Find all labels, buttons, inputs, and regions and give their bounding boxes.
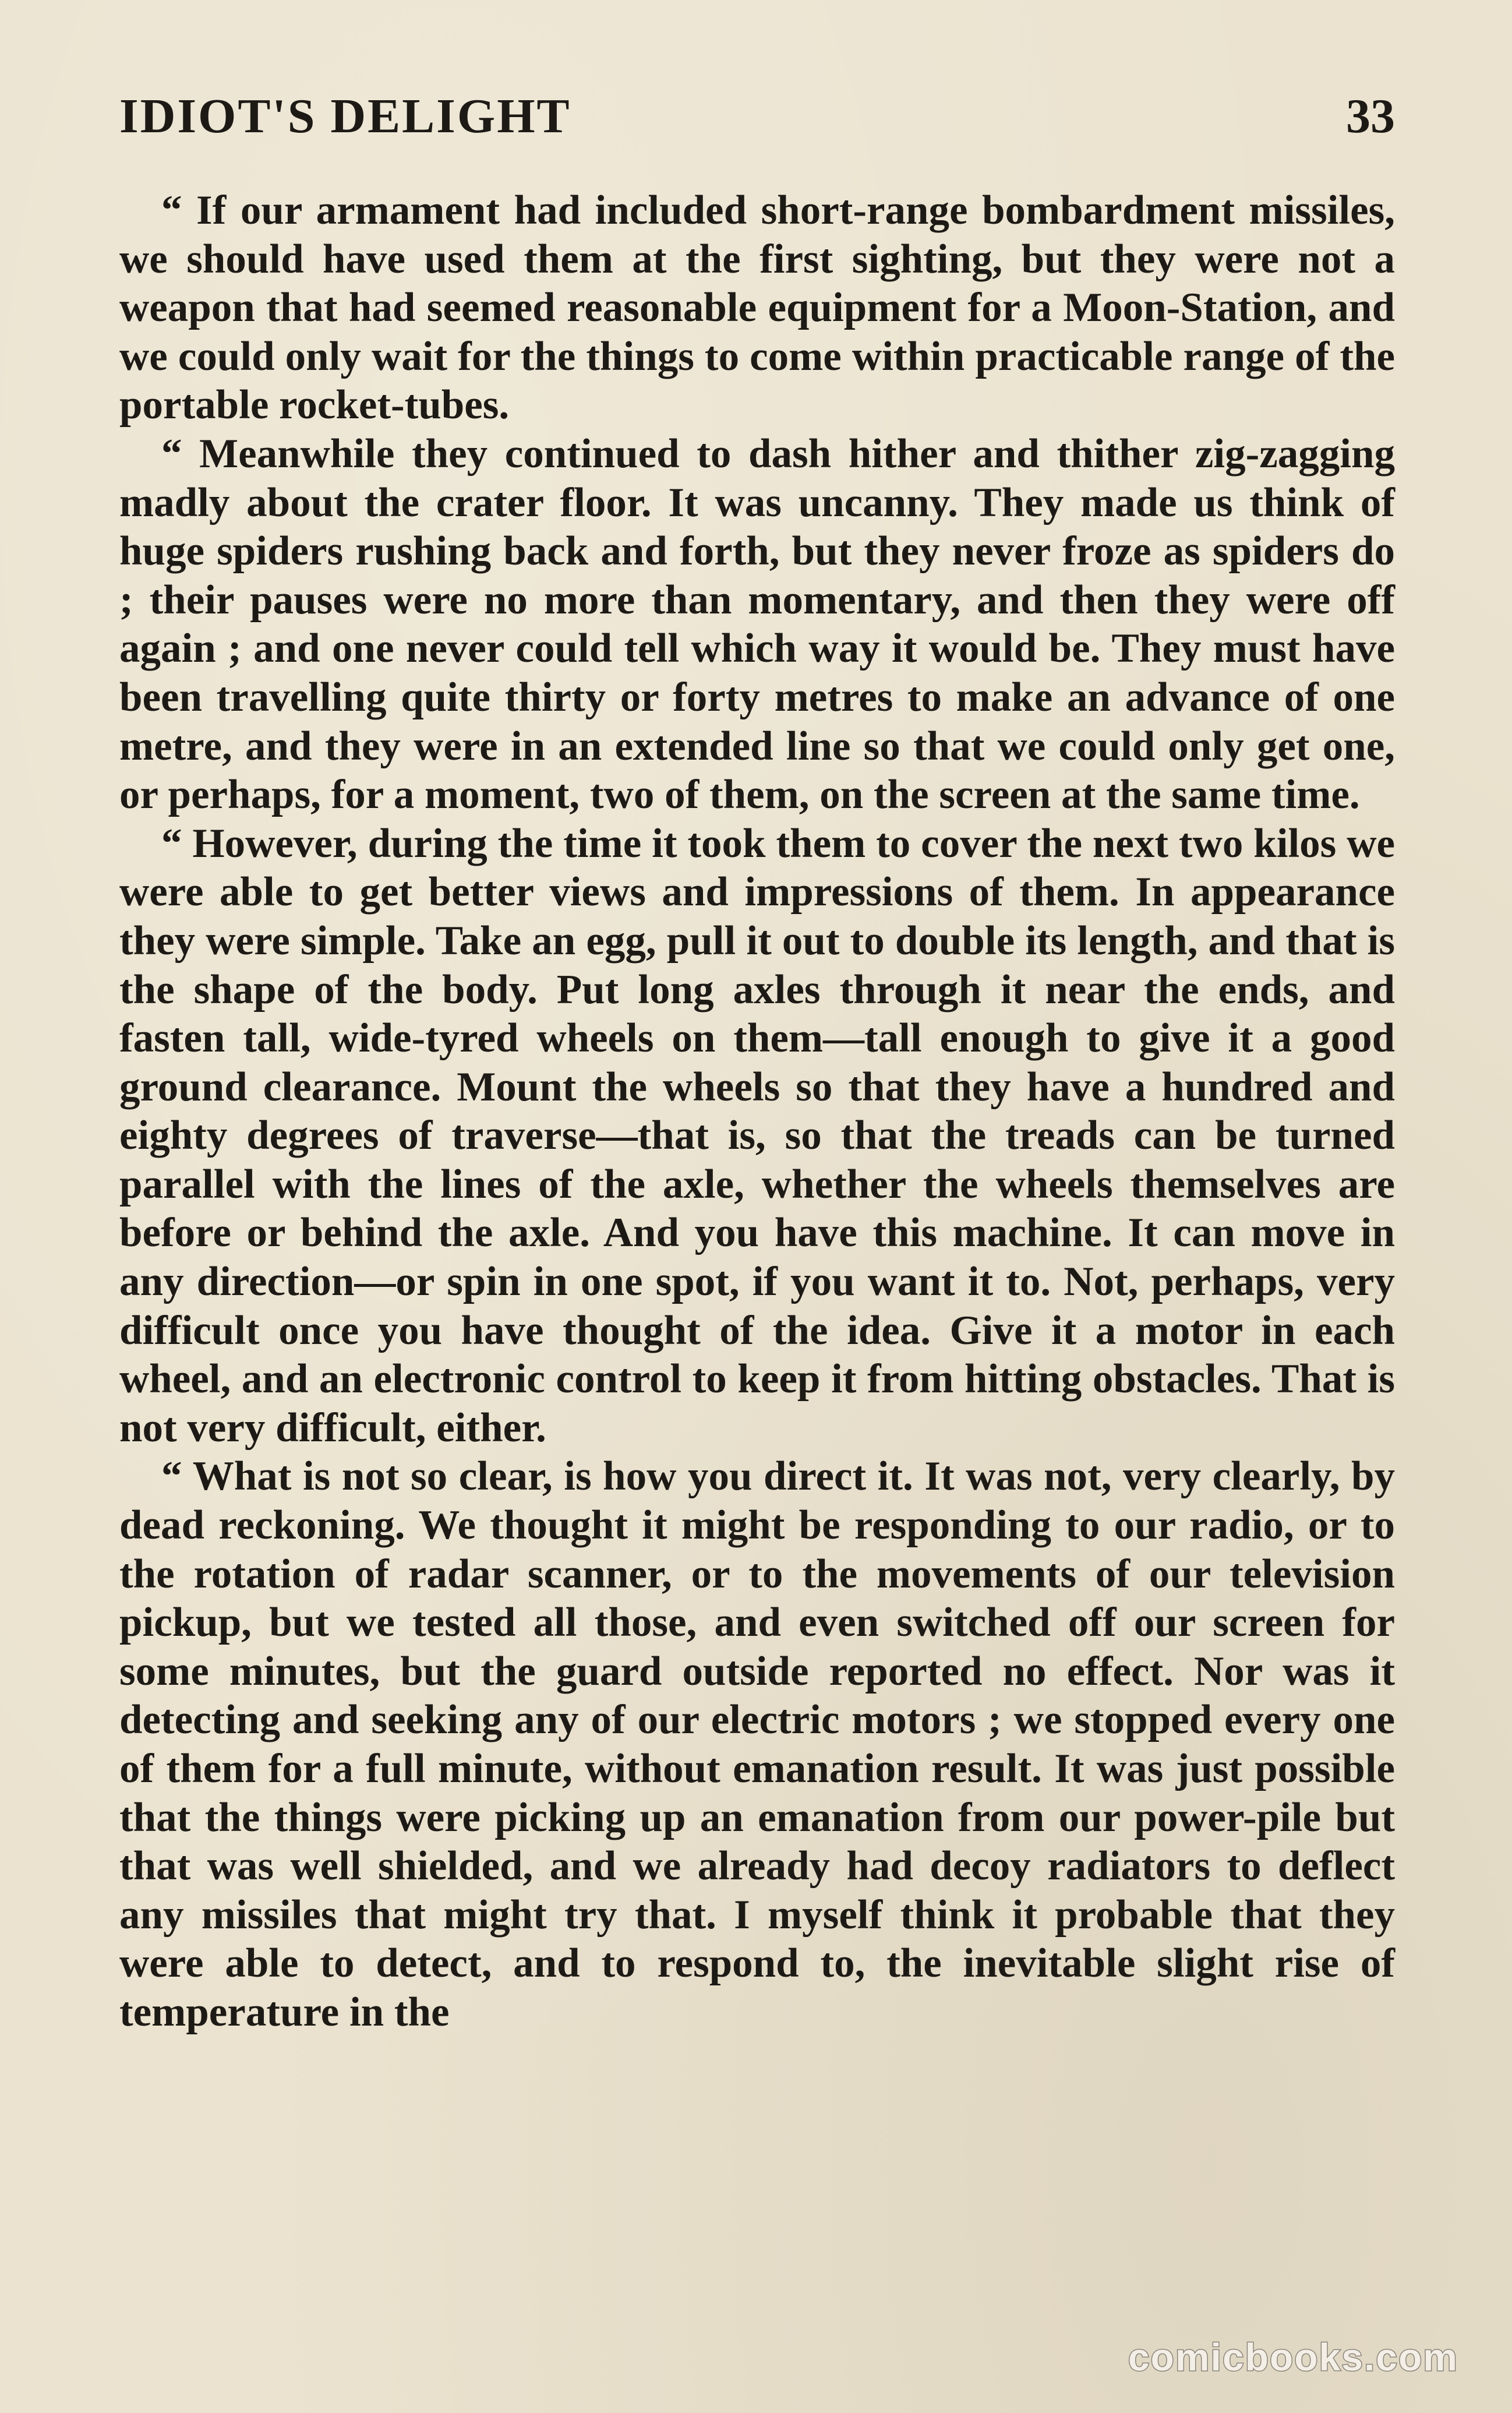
running-head xyxy=(119,87,1395,146)
book-title: IDIOT'S DELIGHT xyxy=(119,89,571,143)
watermark: comicbooks.com xyxy=(1128,2336,1458,2379)
text-body xyxy=(119,186,1395,2295)
paragraph: “ Meanwhile they continued to dash hither and thither zig-zagging madly about the crater floor. It was uncanny. They made us think of huge spiders rushing back and forth, but they never froze as spiders do ; their pauses were no more than momentary, and then they were off again ; and one never could tell which way it would be. They must have been travelling quite thirty or forty metres to make an advance of one metre, and they were in an extended line so that we could only get one, or perhaps, for a moment, two of them, on the screen at the same time. xyxy=(119,431,1395,818)
paragraph: “ If our armament had included short-range bombardment missiles, we should have used them at the first sighting, but they were not a weapon that had seemed reasonable equipment for a Moon-Station, and we could only wait for the things to come within practicable range of the portable rocket-tubes. xyxy=(119,188,1395,428)
page-number: 33 xyxy=(1346,89,1395,143)
paragraph: “ However, during the time it took them to cover the next two kilos we were able to get better views and impressions of them. In appearance they were simple. Take an egg, pull it out to double its length, and that is the shape of the body. Put long axles through it near the ends, and fasten tall, wide-tyred wheels on them—tall enough to give it a good ground clearance. Mount the wheels so that they have a hundred and eighty degrees of traverse—that is, so that the treads can be turned parallel with the lines of the axle, whether the wheels themselves are before or behind the axle. And you have this machine. It can move in any direction—or spin in one spot, if you want it to. Not, perhaps, very difficult once you have thought of the idea. Give it a motor in each wheel, and an electronic control to keep it from hitting obstacles. That is not very difficult, either. xyxy=(119,820,1395,1451)
paragraph: “ What is not so clear, is how you direct it. It was not, very clearly, by dead reckoning. We thought it might be responding to our radio, or to the rotation of radar scanner, or to the movements of our television pickup, but we tested all those, and even switched off our screen for some minutes, but the guard outside reported no effect. Nor was it detecting and seeking any of our electric motors ; we stopped every one of them for a full minute, without emanation result. It was just possible that the things were picking up an emanation from our power-pile but that was well shielded, and we already had decoy radiators to deflect any missiles that might try that. I myself think it probable that they were able to detect, and to respond to, the inevitable slight rise of temperature in the xyxy=(119,1454,1395,2035)
